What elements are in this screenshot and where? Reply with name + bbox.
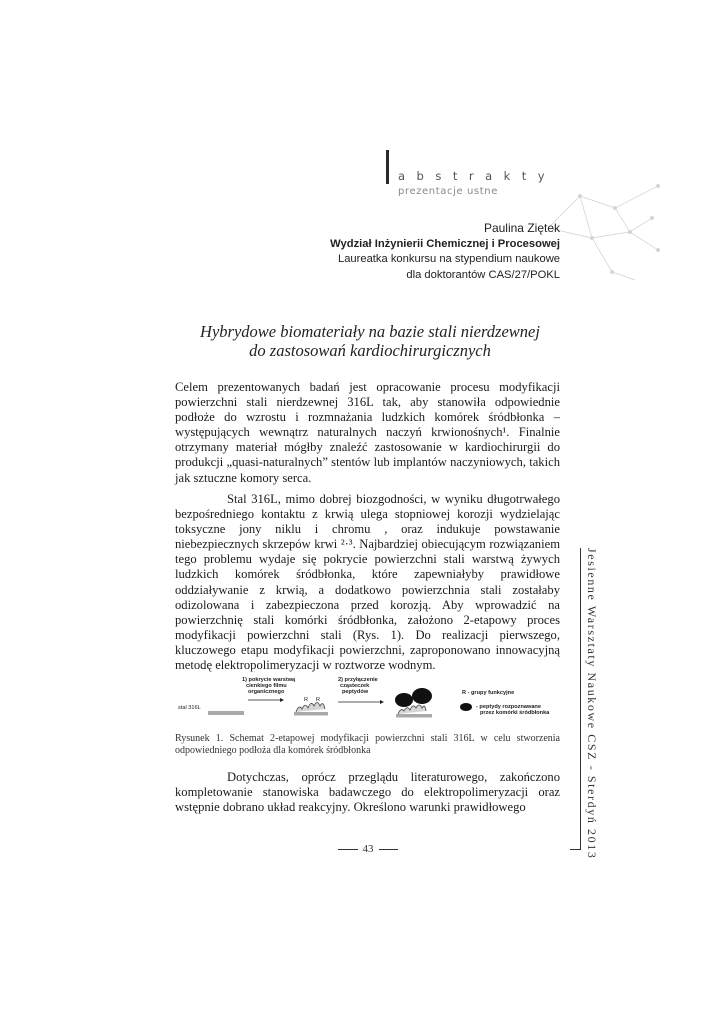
page-number-block bbox=[338, 843, 398, 855]
peptide-1 bbox=[395, 693, 413, 707]
author-role-line2: dla doktorantów CAS/27/POKL bbox=[406, 268, 560, 281]
article-title bbox=[175, 322, 565, 360]
section-subtitle: prezentacje ustne bbox=[398, 186, 498, 197]
legend-peptide-line1: - peptydy rozpoznawane bbox=[476, 704, 541, 710]
polymer-film bbox=[296, 703, 325, 713]
title-line1: Hybrydowe biomateriały na bazie stali nierdzewnej bbox=[200, 322, 540, 341]
paragraph-2: Stal 316L, mimo dobrej biozgodności, w wyniku długotrwałego bezpośredniego kontaktu z krwią ulega stopniowej korozji wydzielając toksyczne jony niklu i chromu , oraz indukuje powstawanie niebezpiecznych skrzepów krwi ²·³. Najbardziej obiecującym rozwiązaniem tego problemu wydaje się pokrycie powierzchni stali warstwą żywych ludzkich komórek śródbłonka, które zapewniałyby prawidłowe oddziaływanie z krwią, a dodatkowo powierzchnia stali zostałaby odizolowana i zabezpieczona przed korozją. Aby wprowadzić na powierzchnię stali komórki śródbłonka, założono 2-etapowy proces modyfikacji powierzchni stali (Rys. 1). Do realizacji pierwszego, kluczowego etapu modyfikacji powierzchni, zaproponowano innowacyjną metodę elektropolimeryzacji w roztworze wodnym. bbox=[175, 492, 560, 673]
step1-line2: cienkiego filmu bbox=[246, 683, 287, 689]
step2-arrowhead bbox=[380, 700, 384, 704]
side-rule bbox=[580, 548, 581, 850]
side-rule-hook bbox=[570, 849, 581, 850]
section-word: abstrakty bbox=[398, 169, 557, 183]
author-name: Paulina Ziętek bbox=[483, 221, 560, 235]
legend-r-text: R - grupy funkcyjne bbox=[462, 690, 515, 696]
modification-scheme-figure bbox=[170, 672, 570, 728]
step2-line3: peptydów bbox=[342, 689, 369, 695]
page-rule-right bbox=[379, 849, 399, 850]
steel-plate bbox=[208, 711, 244, 715]
coated-plate bbox=[294, 712, 328, 716]
author-block bbox=[330, 221, 560, 283]
r-group-1: R bbox=[304, 697, 309, 703]
page-rule-left bbox=[338, 849, 358, 850]
author-department: Wydział Inżynierii Chemicznej i Procesowej bbox=[330, 237, 560, 250]
peptide-2 bbox=[412, 688, 432, 704]
r-group-2: R bbox=[316, 697, 321, 703]
title-line2: do zastosowań kardiochirurgicznych bbox=[249, 341, 491, 360]
legend-peptide-swatch bbox=[460, 703, 472, 711]
step2-line2: cząsteczek bbox=[340, 683, 370, 689]
final-plate bbox=[396, 714, 432, 718]
paragraph-3: Dotychczas, oprócz przeglądu literaturowego, zakończono kompletowanie stanowiska badawczego do elektropolimeryzacji oraz wstępnie dobrano układ reakcyjny. Określono warunki prawidłowego bbox=[175, 770, 560, 815]
header-bar bbox=[386, 150, 389, 184]
author-role-line1: Laureatka konkursu na stypendium naukowe bbox=[337, 253, 560, 265]
conference-sidebar: Jesienne Warsztaty Naukowe CSZ - Sterdyń 2013 bbox=[585, 548, 599, 860]
page-number: 43 bbox=[362, 843, 374, 855]
steel-label: stal 316L bbox=[178, 705, 201, 711]
step1-arrowhead bbox=[280, 698, 284, 702]
figure-caption: Rysunek 1. Schemat 2-etapowej modyfikacji powierzchni stali 316L w celu stworzenia odpowiedniego podłoża dla komórek śródbłonka bbox=[175, 733, 560, 756]
paragraph-1: Celem prezentowanych badań jest opracowanie procesu modyfikacji powierzchni stali nierdzewnej 316L tak, aby stanowiła odpowiednie podłoże do wzrostu i rozmnażania ludzkich komórek śródbłonka – występujących wewnątrz naturalnych naczyń krwionośnych¹. Finalnie otrzymany materiał mógłby znaleźć zastosowanie w kardiochirurgii do produkcji „quasi-naturalnych” stentów lub implantów naczyniowych, takich jak sztuczne komory serca. bbox=[175, 380, 560, 485]
step1-line3: organicznego bbox=[248, 689, 285, 695]
legend-peptide-line2: przez komórki śródbłonka bbox=[480, 710, 550, 716]
step2-line1: 2) przyłączenie bbox=[338, 677, 378, 683]
step1-line1: 1) pokrycie warstwą bbox=[242, 677, 296, 683]
